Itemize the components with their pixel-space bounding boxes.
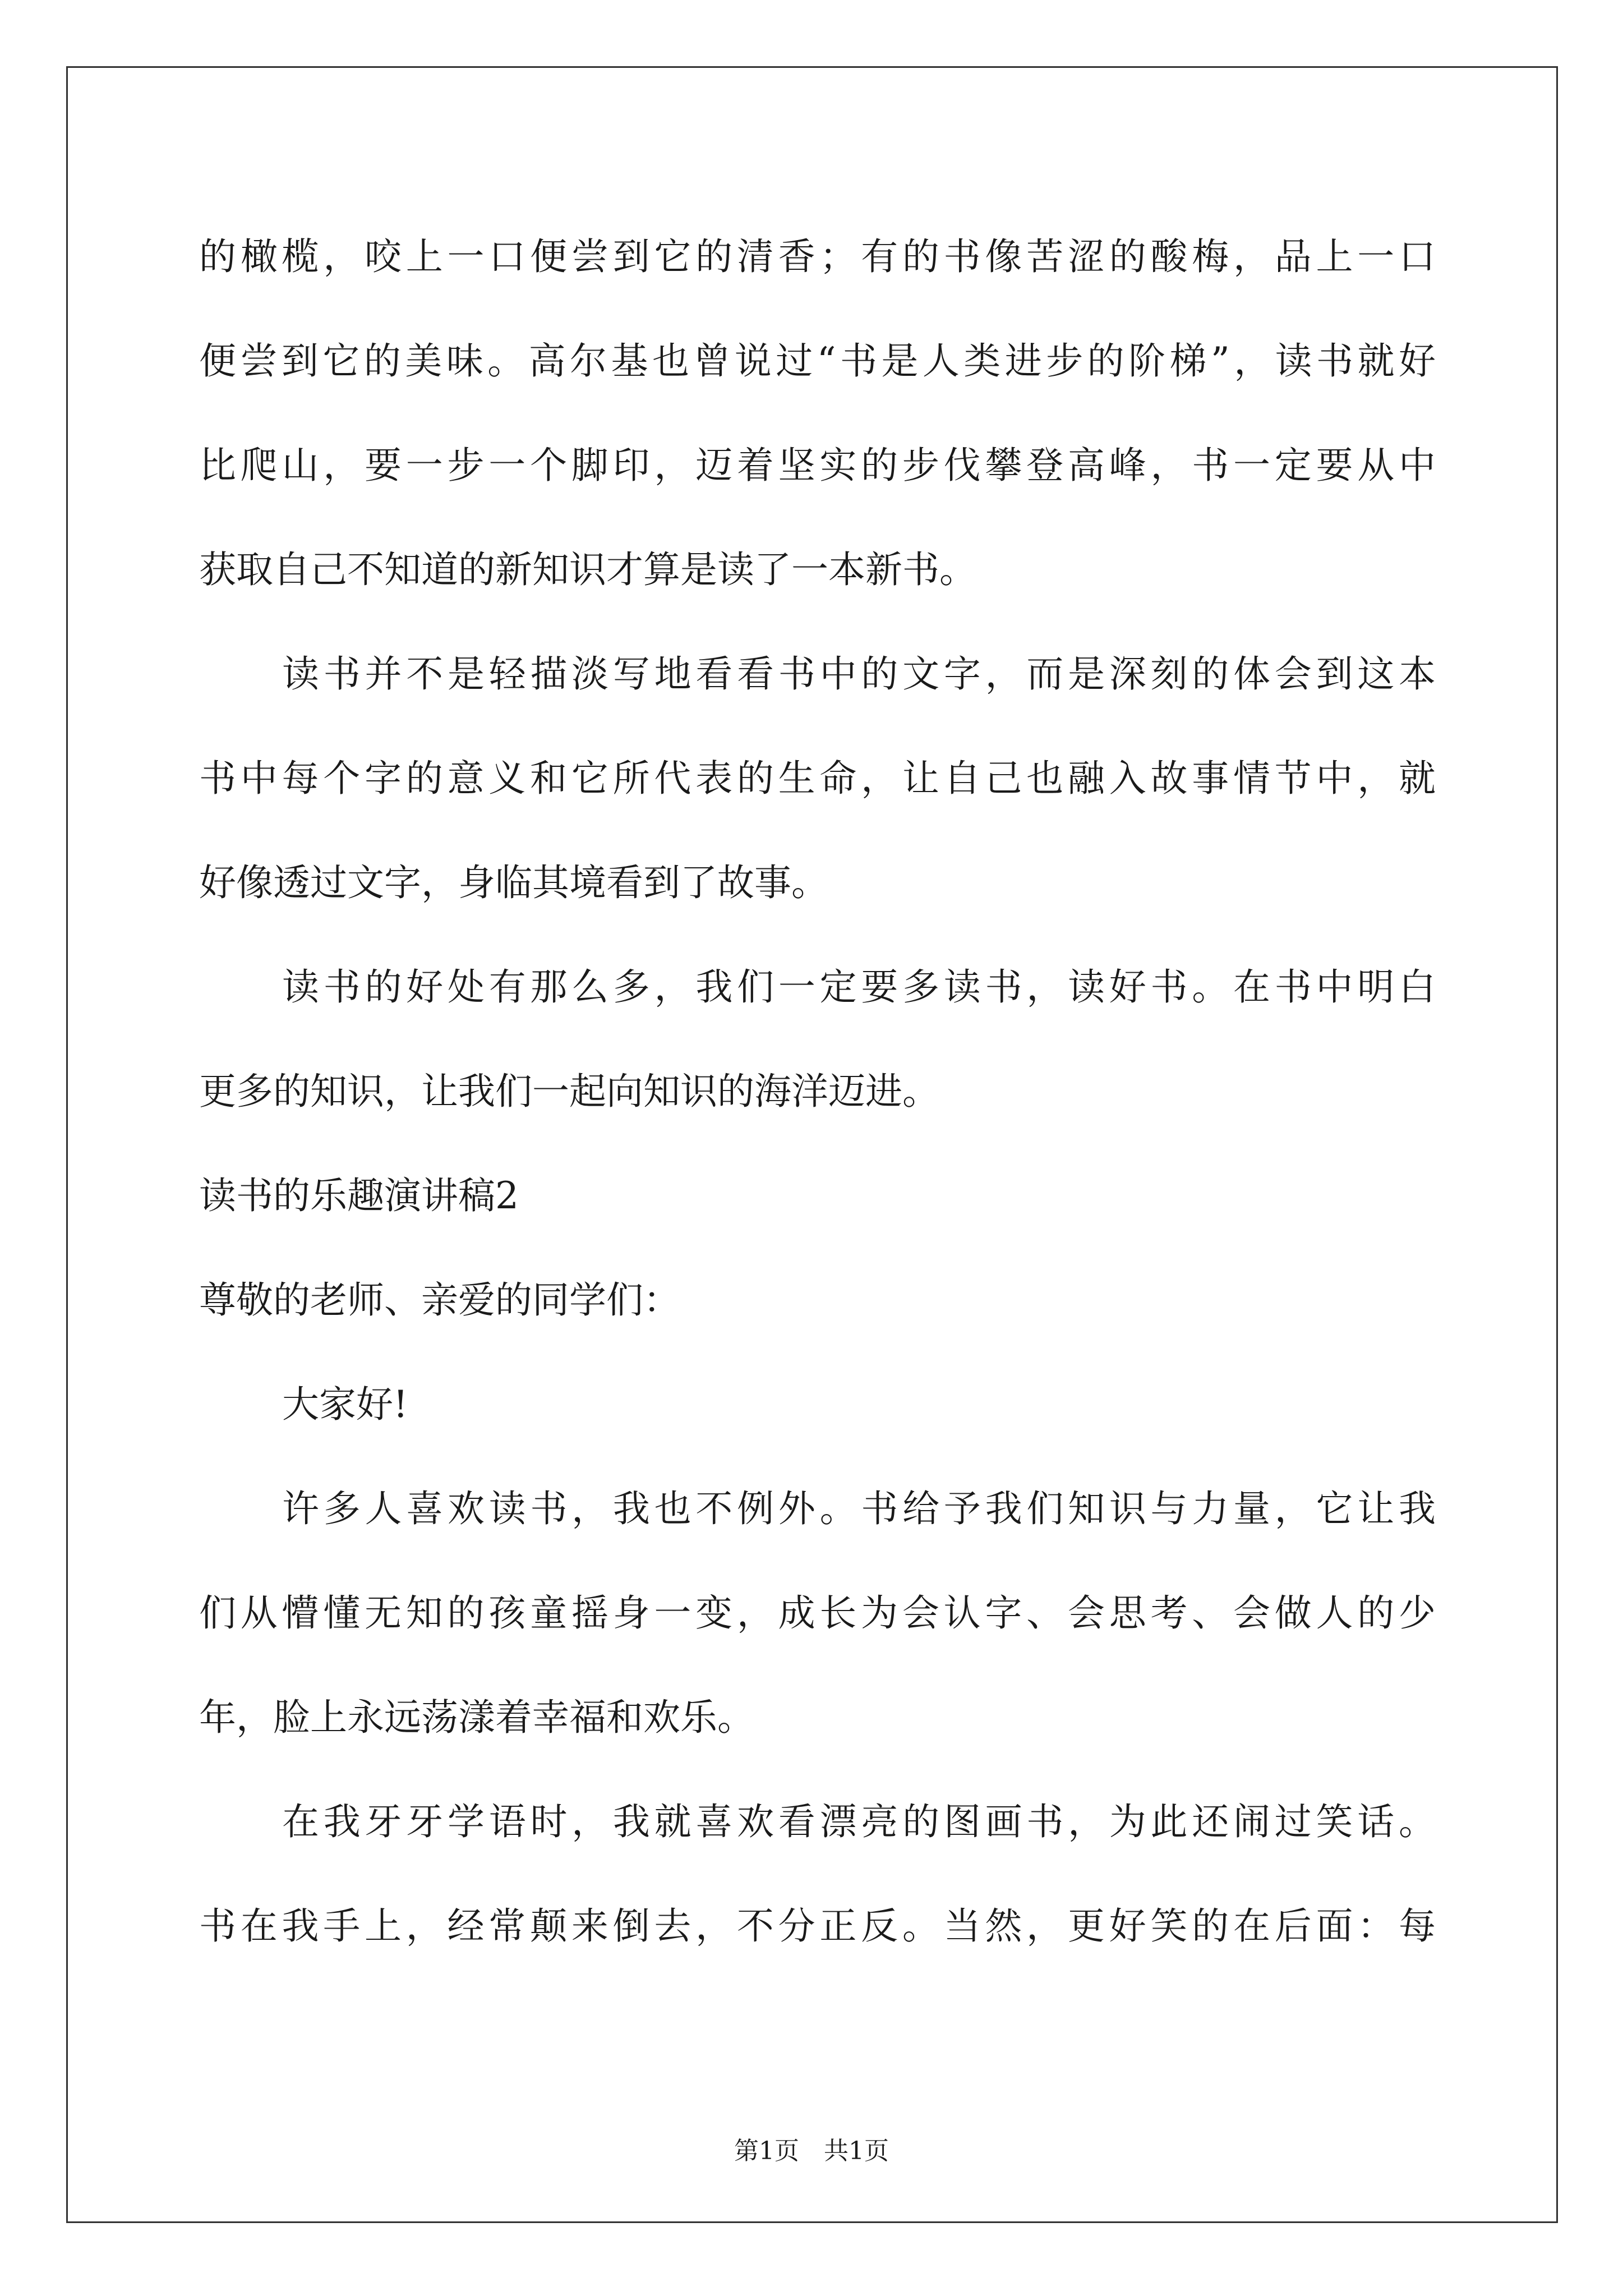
text-line: 比爬山，要一步一个脚印，迈着坚实的步伐攀登高峰，书一定要从中	[199, 444, 1436, 487]
text-line: 在我牙牙学语时，我就喜欢看漂亮的图画书，为此还闹过笑话。	[282, 1800, 1436, 1843]
text-line: 年，脸上永远荡漾着幸福和欢乐。	[199, 1696, 754, 1739]
text-line: 更多的知识，让我们一起向知识的海洋迈进。	[199, 1070, 939, 1113]
section-heading: 读书的乐趣演讲稿2	[199, 1174, 519, 1217]
text-line: 许多人喜欢读书，我也不例外。书给予我们知识与力量，它让我	[282, 1487, 1436, 1530]
page-footer: 第1页 共1页	[734, 2137, 889, 2165]
text-line: 便尝到它的美味。高尔基也曾说过“书是人类进步的阶梯”，读书就好	[199, 339, 1436, 383]
text-line: 读书的好处有那么多，我们一定要多读书，读好书。在书中明白	[282, 965, 1436, 1009]
text-line: 书中每个字的意义和它所代表的生命，让自己也融入故事情节中，就	[199, 757, 1436, 800]
greeting: 大家好!	[282, 1383, 408, 1426]
document-body	[199, 205, 1436, 1978]
text-line: 读书并不是轻描淡写地看看书中的文字，而是深刻的体会到这本	[282, 652, 1436, 696]
text-line: 好像透过文字，身临其境看到了故事。	[199, 861, 828, 904]
salutation: 尊敬的老师、亲爱的同学们：	[199, 1278, 680, 1322]
text-line: 书在我手上，经常颠来倒去，不分正反。当然，更好笑的在后面：每	[199, 1904, 1436, 1948]
text-line: 获取自己不知道的新知识才算是读了一本新书。	[199, 548, 976, 591]
text-line: 的橄榄，咬上一口便尝到它的清香；有的书像苦涩的酸梅，品上一口	[199, 235, 1436, 278]
text-line: 们从懵懂无知的孩童摇身一变，成长为会认字、会思考、会做人的少	[199, 1591, 1436, 1635]
